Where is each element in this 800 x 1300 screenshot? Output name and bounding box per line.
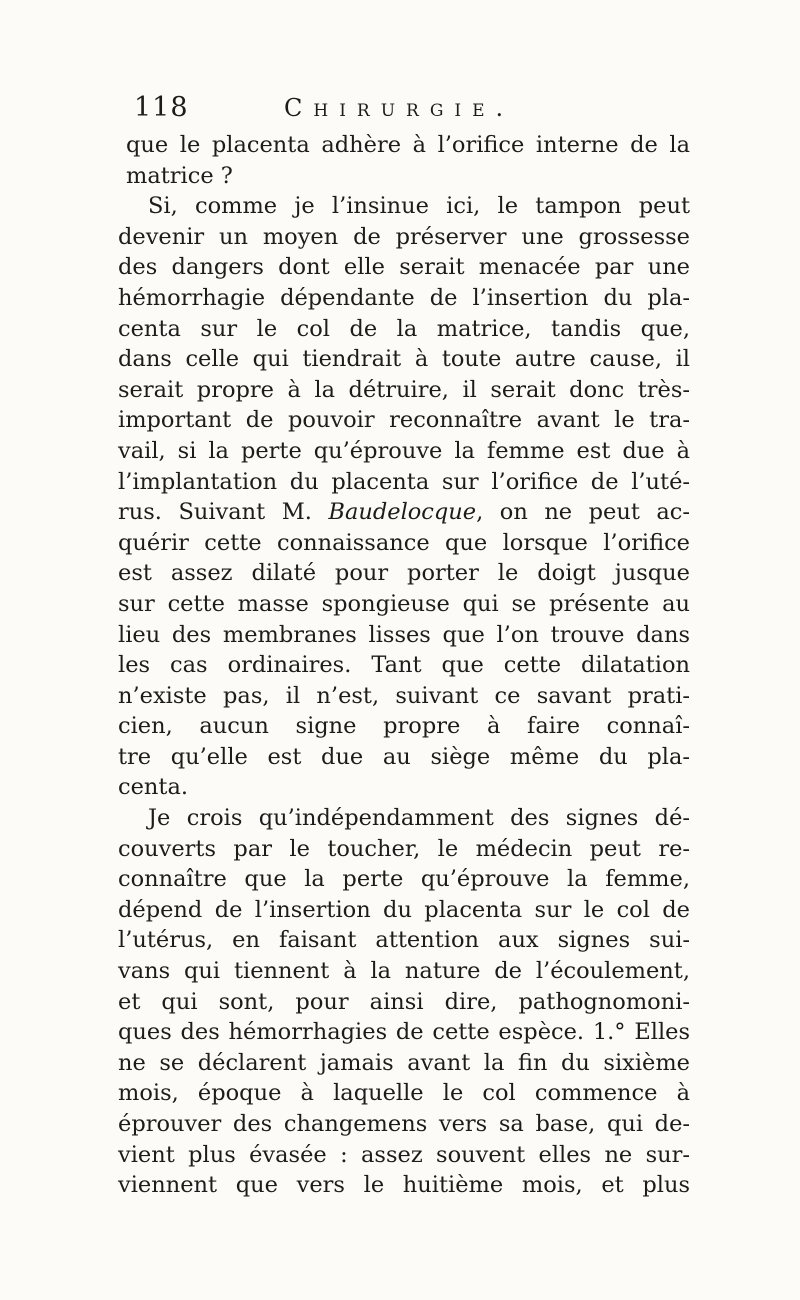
text-line: dans celle qui tiendrait à toute autre cause, il [118,346,690,373]
text-line: hémorrhagie dépendante de l’insertion du pla- [118,284,690,311]
text-line: que le placenta adhère à l’orifice interne de la [126,132,690,158]
text-line: viennent que vers le huitième mois, et plus [118,1172,690,1199]
page-header [134,92,734,132]
text-line: connaître que la perte qu’éprouve la femme, [118,866,690,893]
text-line: quérir cette connaissance que lorsque l’orifice [118,529,690,556]
text-line: vient plus évasée : assez souvent elles ne sur- [118,1141,690,1168]
text-line: l’utérus, en faisant attention aux signes sui- [118,927,690,954]
text-line: n’existe pas, il n’est, suivant ce savant prati- [118,682,690,709]
text-line: les cas ordinaires. Tant que cette dilatation [118,652,690,679]
paragraph-start-line: Je crois qu’indépendamment des signes dé- [148,805,690,832]
text-line: tre qu’elle est due au siège même du pla- [118,743,690,770]
text-line: cien, aucun signe propre à faire connaî- [118,713,690,740]
text-line: l’implantation du placenta sur l’orifice de l’uté- [118,468,690,495]
page-number: 118 [134,92,189,123]
text-line: couverts par le toucher, le médecin peut re- [118,835,690,862]
text-line: est assez dilaté pour porter le doigt jusque [118,560,690,587]
text-line: important de pouvoir reconnaître avant le tra- [118,407,690,434]
text-line: centa sur le col de la matrice, tandis que, [118,315,690,342]
text-line: ques des hémorrhagies de cette espèce. 1.° Elles [118,1019,690,1046]
text-line: des dangers dont elle serait menacée par une [118,254,690,281]
text-line: serait propre à la détruire, il serait donc très- [118,376,690,403]
text-line-with-citation [118,497,690,528]
text-line: mois, époque à laquelle le col commence à [118,1080,690,1107]
body-text [118,130,690,1201]
text-line: éprouver des changemens vers sa base, qui de- [118,1111,690,1137]
text-line: vans qui tiennent à la nature de l’écoulement, [118,958,690,985]
text-segment: rus. Suivant M. [118,499,329,526]
paragraph-start-line: Si, comme je l’insinue ici, le tampon peut [148,193,690,220]
running-title: Chirurgie. [284,94,515,122]
text-line: dépend de l’insertion du placenta sur le col de [118,896,690,923]
text-line: matrice ? [126,162,233,189]
text-segment: , on ne peut ac- [476,499,690,526]
text-line: ne se déclarent jamais avant la fin du sixième [118,1049,690,1076]
text-line: centa. [118,774,189,801]
text-line: vail, si la perte qu’éprouve la femme est due à [118,437,690,464]
text-line: et qui sont, pour ainsi dire, pathognomoni- [118,988,690,1015]
text-line: lieu des membranes lisses que l’on trouve dans [118,621,690,648]
text-line: devenir un moyen de préserver une grossesse [118,223,690,250]
text-line: sur cette masse spongieuse qui se présente au [118,590,690,617]
cited-author: Baudelocque [328,499,477,526]
